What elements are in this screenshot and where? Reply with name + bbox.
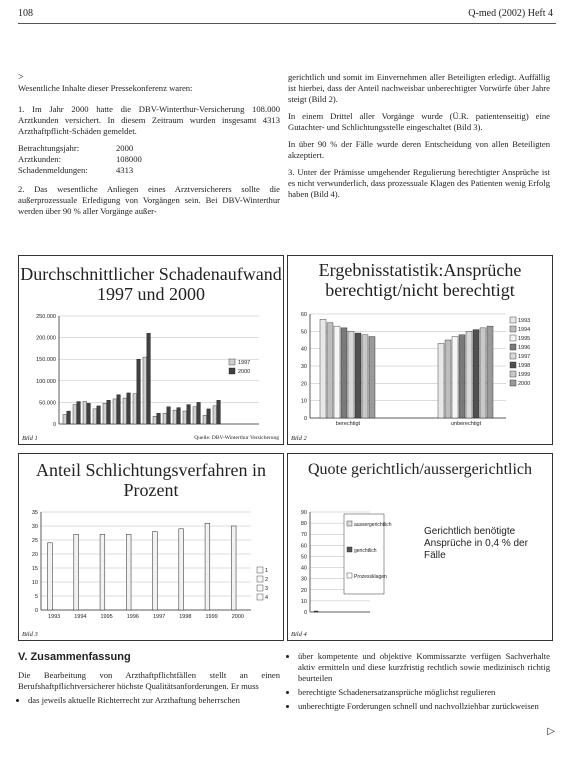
chart-4-box: [287, 453, 553, 641]
c2-bar-1999: [480, 328, 486, 418]
c4-ytick-label: 80: [300, 521, 307, 528]
paragraph-2: 2. Das wesentliche Anliegen eines Arztversicherers sollte die außerprozessuale Erledigung von Vorgängen sein. Bei DBV-Winterthur werden über 90 % aller Vorgänge außer-: [18, 184, 280, 216]
c4-legend-label: aussergerichtlich: [354, 522, 392, 528]
c2-bar-2000: [369, 337, 375, 418]
c2-bar-1993: [438, 343, 444, 418]
chart-4-caption: Bild 4: [291, 631, 307, 638]
right-text-column: [288, 72, 550, 206]
c1-legend-swatch: [229, 359, 235, 365]
page-number: 108: [18, 8, 33, 19]
c1-bar-2000: [67, 411, 71, 424]
c3-bar: [48, 543, 53, 610]
c3-bar: [126, 534, 131, 610]
c4-legend-swatch: [347, 573, 352, 578]
list-item: • das jeweils aktuelle Richterrecht zur Arzthaftung beherrschen: [28, 695, 280, 706]
c2-ytick-label: 60: [300, 312, 307, 318]
c3-bar: [74, 534, 79, 610]
c4-legend-label: gerichtlich: [354, 548, 377, 554]
c3-legend-label: 1: [265, 568, 269, 574]
c1-bar-1997: [213, 406, 217, 424]
c2-bar-1995: [334, 326, 340, 418]
c4-ytick-label: 0: [303, 610, 307, 616]
summary-paragraph: Die Bearbeitung von Arzthaftpflichtfällen stellt an einen Berufshaftpflichtversicherer höchste Qualitätsanforderungen. Er muss: [18, 670, 280, 691]
chart-1-plot: [19, 256, 283, 444]
c2-bar-1994: [327, 323, 333, 418]
c2-legend-label: 1999: [518, 372, 531, 378]
paragraph-r1: gerichtlich und somit im Einvernehmen aller Beteiligten erledigt. Auffällig ist hierbei, dass der Anteil nachweisbar unberechtigter Vorwürfe über Jahre steigt (Bild 2).: [288, 72, 550, 104]
c2-ytick-label: 10: [300, 398, 307, 405]
c1-bar-2000: [147, 333, 151, 424]
chart-1-caption: Bild 1: [22, 435, 38, 442]
c1-legend-label: 1997: [238, 360, 251, 366]
c2-bar-1997: [348, 331, 354, 418]
paragraph-r3: In über 90 % der Fälle wurde deren Entscheidung von allen Beteiligten akzeptiert.: [288, 139, 550, 160]
c1-bar-2000: [167, 407, 171, 424]
c2-legend-label: 1997: [518, 354, 531, 360]
c2-bar-1993: [320, 319, 326, 418]
c1-bar-2000: [137, 359, 141, 424]
c2-bar-1995: [452, 337, 458, 418]
chart-3-plot: [19, 454, 283, 640]
c2-bar-1999: [362, 335, 368, 418]
c3-legend-swatch: [257, 567, 263, 573]
c2-legend-swatch: [510, 317, 516, 323]
c4-legend-swatch: [347, 521, 352, 526]
c3-xtick-label: 1996: [126, 614, 139, 620]
c1-ytick-label: 150.000: [36, 357, 56, 364]
c4-legend-label: Prozessklagen: [354, 574, 387, 580]
c1-bar-1997: [203, 415, 207, 424]
c4-ytick-label: 20: [300, 587, 307, 594]
c3-bar: [231, 526, 236, 610]
c2-ytick-label: 50: [300, 329, 307, 336]
c1-bar-1997: [83, 402, 87, 424]
fact-row: Arztkunden: 108000: [18, 154, 142, 164]
c1-ytick-label: 250.000: [36, 314, 56, 320]
fact-row: Schadenmeldungen: 4313: [18, 165, 134, 175]
continue-arrow-icon: ▷: [547, 726, 555, 737]
c1-ytick-label: 200.000: [36, 335, 56, 342]
c1-bar-2000: [157, 413, 161, 424]
c3-ytick-label: 20: [31, 552, 38, 558]
c4-ytick-label: 90: [300, 510, 307, 516]
c2-legend-swatch: [510, 326, 516, 332]
arrow-marker: >: [18, 72, 24, 83]
c1-ytick-label: 100.000: [36, 378, 56, 385]
c2-ytick-label: 0: [303, 416, 307, 422]
chart-2-caption: Bild 2: [291, 435, 307, 442]
c2-legend-label: 1998: [518, 363, 531, 369]
c1-bar-2000: [107, 400, 111, 424]
c1-bar-1997: [123, 398, 127, 424]
c3-ytick-label: 5: [34, 594, 38, 600]
c2-legend-swatch: [510, 362, 516, 368]
c2-legend-swatch: [510, 380, 516, 386]
c1-bar-2000: [77, 402, 81, 424]
c1-bar-1997: [183, 411, 187, 424]
c1-ytick-label: 50.000: [39, 400, 56, 407]
c1-bar-2000: [187, 405, 191, 424]
c2-ytick-label: 20: [300, 381, 307, 388]
c1-bar-2000: [207, 409, 211, 424]
c4-ytick-label: 60: [300, 543, 307, 550]
c3-bar: [100, 534, 105, 610]
list-item: • unberechtigte Forderungen schnell und nachvollziehbar zurückweisen: [298, 701, 550, 712]
c3-ytick-label: 30: [31, 524, 38, 530]
c1-bar-1997: [173, 410, 177, 424]
c4-ytick-label: 70: [300, 532, 307, 539]
c2-bar-1998: [355, 333, 361, 418]
c3-ytick-label: 15: [31, 566, 38, 572]
summary-left-list: [18, 695, 280, 706]
paragraph-r2: In einem Drittel aller Vorgänge wurde (Ü.R. patientenseitig) eine Gutachter- und Schlichtungsstelle eingeschaltet (Bild 3).: [288, 111, 550, 132]
c1-bar-1997: [113, 399, 117, 424]
c2-bar-1996: [459, 335, 465, 418]
journal-header: Q-med (2002) Heft 4: [468, 8, 553, 19]
left-text-column: [18, 72, 280, 223]
c2-ytick-label: 30: [300, 364, 307, 370]
c3-legend-swatch: [257, 594, 263, 600]
list-item: • über kompetente und objektive Kommissarzte verfügen Sachverhalte aktiv ermitteln und diese kurzfristig rechtlich sowie medizinisch richtig beurteilen: [298, 651, 550, 684]
chart-1-title: Durchschnittlicher Schadenaufwand 1997 und 2000: [20, 264, 282, 304]
c3-ytick-label: 0: [34, 608, 38, 614]
c3-ytick-label: 10: [31, 580, 38, 586]
c4-legend-swatch: [347, 547, 352, 552]
c2-legend-label: 1994: [518, 327, 531, 333]
c3-xtick-label: 1994: [74, 614, 87, 620]
c3-legend-label: 3: [265, 586, 269, 592]
c2-category-label: berechtigt: [335, 421, 361, 427]
chart-3-caption: Bild 3: [22, 631, 38, 638]
c3-legend-label: 2: [265, 577, 269, 583]
c1-legend-label: 2000: [238, 369, 251, 375]
c1-bar-1997: [93, 409, 97, 424]
c1-bar-2000: [97, 406, 101, 424]
c4-ytick-label: 50: [300, 554, 307, 561]
c4-bar: [314, 611, 318, 612]
c3-xtick-label: 1995: [100, 614, 113, 620]
chart-1-source: Quelle: DBV-Winterthur Versicherung: [194, 435, 279, 441]
paragraph-r4: 3. Unter der Prämisse umgehender Regulierung berechtigter Ansprüche ist es nicht verwunderlich, dass prozessuale Klagen des Patienten wenig Erfolg haben (Bild 4).: [288, 167, 550, 199]
paragraph-1: 1. Im Jahr 2000 hatte die DBV-Winterthur-Versicherung 108.000 Arztkunden versichert. In diesem Zeitraum wurden insgesamt 4313 Arzthaftpflicht-Schäden gemeldet.: [18, 104, 280, 136]
chart-3-box: [18, 453, 284, 641]
c1-bar-1997: [153, 416, 157, 424]
c1-bar-1997: [73, 405, 77, 424]
c1-bar-1997: [163, 413, 167, 424]
chart-2-title: Ergebnisstatistik:Ansprüche berechtigt/nicht berechtigt: [318, 260, 522, 300]
c2-legend-label: 1993: [518, 318, 531, 324]
intro-text: Wesentliche Inhalte dieser Pressekonferenz waren:: [18, 83, 193, 93]
summary-right-list: [288, 651, 550, 712]
chart-1-box: [18, 255, 284, 445]
c1-bar-2000: [177, 408, 181, 424]
c1-bar-1997: [103, 403, 107, 424]
c3-ytick-label: 25: [31, 538, 38, 544]
c1-bar-2000: [117, 395, 121, 424]
c2-legend-label: 2000: [518, 381, 531, 387]
c3-legend-swatch: [257, 576, 263, 582]
c1-bar-1997: [63, 414, 67, 424]
c4-ytick-label: 10: [300, 598, 307, 605]
section-title: V. Zusammenfassung: [18, 651, 131, 663]
c2-legend-label: 1995: [518, 336, 531, 342]
c1-bar-1997: [193, 407, 197, 424]
chart-4-note: Gerichtlich benötigte Ansprüche in 0,4 % der Fälle: [424, 526, 528, 561]
c2-bar-1996: [341, 328, 347, 418]
c3-xtick-label: 1993: [48, 614, 61, 620]
list-item: • berechtigte Schadenersatzansprüche möglichst regulieren: [298, 687, 550, 698]
facts-list: [18, 143, 280, 176]
c3-legend-swatch: [257, 585, 263, 591]
c2-ytick-label: 40: [300, 346, 307, 353]
c2-bar-1998: [473, 330, 479, 418]
chart-2-plot: [288, 256, 552, 444]
fact-row: Betrachtungsjahr: 2000: [18, 143, 134, 153]
c4-ytick-label: 30: [300, 576, 307, 583]
c2-legend-swatch: [510, 353, 516, 359]
c2-legend-swatch: [510, 335, 516, 341]
c3-bar: [205, 523, 210, 610]
c2-bar-1994: [445, 340, 451, 418]
c1-bar-2000: [127, 393, 131, 424]
c1-bar-1997: [143, 357, 147, 424]
c3-xtick-label: 2000: [231, 614, 244, 620]
c1-bar-2000: [87, 403, 91, 424]
c1-ytick-label: 0: [52, 422, 56, 428]
c3-legend-label: 4: [265, 595, 269, 601]
c3-ytick-label: 35: [31, 510, 38, 516]
c1-legend-swatch: [229, 368, 235, 374]
c2-category-label: unberechtigt: [450, 421, 482, 427]
chart-4-title: Quote gerichtlich/aussergerichtlich: [307, 461, 533, 478]
c1-bar-2000: [197, 402, 201, 424]
c1-bar-2000: [217, 400, 221, 424]
summary-left: [18, 670, 280, 709]
chart-3-title: Anteil Schlichtungsverfahren in Prozent: [36, 460, 266, 500]
c3-bar: [179, 529, 184, 610]
c2-legend-swatch: [510, 344, 516, 350]
summary-right: [288, 651, 550, 715]
c1-bar-1997: [133, 394, 137, 424]
c2-bar-1997: [466, 331, 472, 418]
chart-2-box: [287, 255, 553, 445]
c2-legend-swatch: [510, 371, 516, 377]
c3-bar: [153, 532, 158, 610]
c2-bar-2000: [487, 326, 493, 418]
header-rule: [18, 23, 556, 24]
c3-xtick-label: 1999: [205, 614, 218, 620]
c3-xtick-label: 1998: [179, 614, 192, 620]
c4-ytick-label: 40: [300, 565, 307, 572]
c3-xtick-label: 1997: [153, 614, 166, 620]
c2-legend-label: 1996: [518, 345, 531, 351]
